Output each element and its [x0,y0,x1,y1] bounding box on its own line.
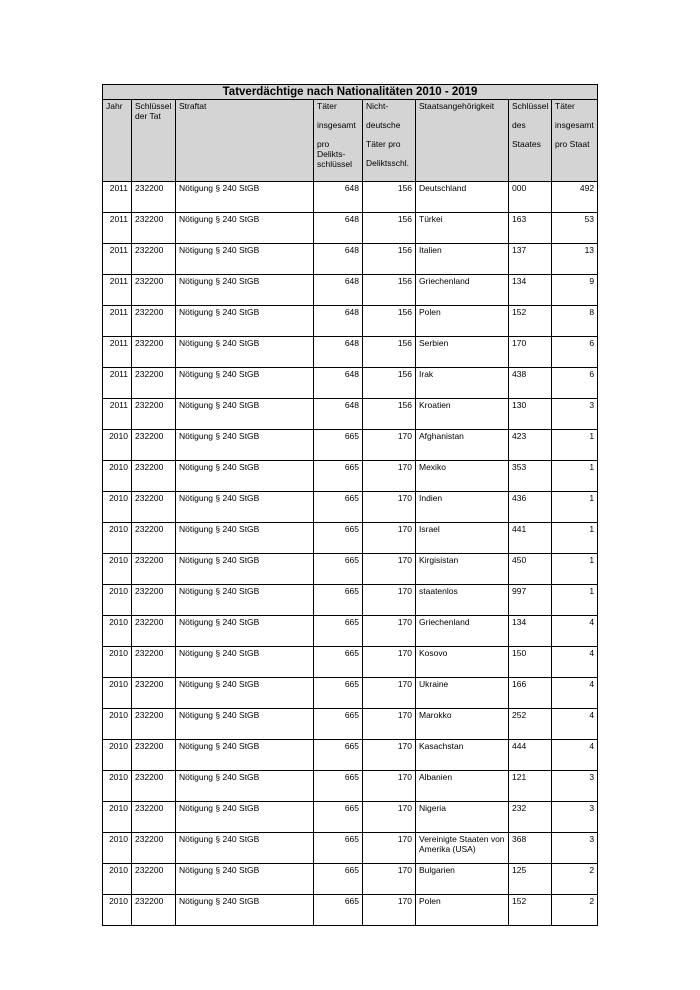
cell-staatsangehoerigkeit: Albanien [416,771,509,802]
cell-taeter-insgesamt: 665 [314,523,363,554]
cell-schluessel-tat: 232200 [132,740,176,771]
cell-nichtdeutsche: 156 [363,275,416,306]
cell-straftat: Nötigung § 240 StGB [176,523,314,554]
cell-straftat: Nötigung § 240 StGB [176,678,314,709]
cell-taeter-pro-staat: 6 [552,337,598,368]
table-row [103,213,598,244]
cell-schluessel-staat: 134 [509,616,552,647]
cell-schluessel-staat: 134 [509,275,552,306]
cell-schluessel-staat: 252 [509,709,552,740]
cell-staatsangehoerigkeit: Afghanistan [416,430,509,461]
cell-jahr: 2010 [103,802,132,833]
cell-schluessel-tat: 232200 [132,461,176,492]
cell-jahr: 2010 [103,771,132,802]
cell-staatsangehoerigkeit: Irak [416,368,509,399]
cell-jahr: 2010 [103,864,132,895]
cell-nichtdeutsche: 156 [363,337,416,368]
cell-taeter-insgesamt: 665 [314,833,363,864]
cell-straftat: Nötigung § 240 StGB [176,554,314,585]
cell-taeter-pro-staat: 6 [552,368,598,399]
cell-taeter-pro-staat: 8 [552,306,598,337]
cell-taeter-pro-staat: 2 [552,864,598,895]
cell-nichtdeutsche: 170 [363,802,416,833]
cell-staatsangehoerigkeit: Griechenland [416,616,509,647]
cell-jahr: 2010 [103,616,132,647]
cell-jahr: 2011 [103,244,132,275]
cell-taeter-insgesamt: 648 [314,244,363,275]
cell-schluessel-staat: 166 [509,678,552,709]
cell-straftat: Nötigung § 240 StGB [176,399,314,430]
cell-straftat: Nötigung § 240 StGB [176,368,314,399]
table-row [103,740,598,771]
cell-taeter-pro-staat: 1 [552,461,598,492]
cell-jahr: 2011 [103,275,132,306]
cell-jahr: 2010 [103,492,132,523]
cell-taeter-insgesamt: 665 [314,678,363,709]
table-row [103,709,598,740]
cell-staatsangehoerigkeit: Marokko [416,709,509,740]
table-row [103,244,598,275]
cell-taeter-insgesamt: 665 [314,647,363,678]
cell-jahr: 2010 [103,740,132,771]
cell-schluessel-tat: 232200 [132,802,176,833]
cell-straftat: Nötigung § 240 StGB [176,802,314,833]
cell-schluessel-tat: 232200 [132,492,176,523]
cell-nichtdeutsche: 170 [363,554,416,585]
table-title: Tatverdächtige nach Nationalitäten 2010 - 2019 [103,85,598,100]
cell-taeter-pro-staat: 1 [552,430,598,461]
cell-taeter-pro-staat: 4 [552,740,598,771]
cell-taeter-pro-staat: 2 [552,895,598,926]
cell-taeter-pro-staat: 1 [552,523,598,554]
table-row [103,802,598,833]
table-row [103,678,598,709]
cell-jahr: 2010 [103,523,132,554]
cell-schluessel-staat: 997 [509,585,552,616]
table-row [103,368,598,399]
cell-staatsangehoerigkeit: Vereinigte Staaten von Amerika (USA) [416,833,509,864]
table-row [103,554,598,585]
cell-nichtdeutsche: 156 [363,213,416,244]
cell-jahr: 2010 [103,647,132,678]
cell-taeter-insgesamt: 665 [314,709,363,740]
cell-nichtdeutsche: 170 [363,709,416,740]
cell-schluessel-staat: 163 [509,213,552,244]
cell-nichtdeutsche: 170 [363,492,416,523]
nationalities-table [102,84,598,926]
table-row [103,492,598,523]
cell-schluessel-staat: 353 [509,461,552,492]
cell-schluessel-tat: 232200 [132,244,176,275]
cell-schluessel-tat: 232200 [132,399,176,430]
cell-schluessel-tat: 232200 [132,337,176,368]
cell-staatsangehoerigkeit: Kosovo [416,647,509,678]
cell-staatsangehoerigkeit: Mexiko [416,461,509,492]
cell-schluessel-staat: 423 [509,430,552,461]
cell-nichtdeutsche: 170 [363,740,416,771]
cell-nichtdeutsche: 170 [363,523,416,554]
cell-schluessel-tat: 232200 [132,554,176,585]
cell-schluessel-staat: 438 [509,368,552,399]
cell-schluessel-staat: 152 [509,306,552,337]
cell-taeter-insgesamt: 665 [314,430,363,461]
cell-nichtdeutsche: 170 [363,647,416,678]
cell-staatsangehoerigkeit: Ukraine [416,678,509,709]
cell-jahr: 2010 [103,585,132,616]
cell-staatsangehoerigkeit: Bulgarien [416,864,509,895]
cell-taeter-pro-staat: 1 [552,492,598,523]
cell-schluessel-staat: 130 [509,399,552,430]
table-row [103,430,598,461]
cell-straftat: Nötigung § 240 StGB [176,864,314,895]
header-jahr: Jahr [103,100,132,182]
cell-schluessel-tat: 232200 [132,678,176,709]
cell-nichtdeutsche: 170 [363,616,416,647]
table-row [103,306,598,337]
cell-straftat: Nötigung § 240 StGB [176,709,314,740]
cell-schluessel-staat: 000 [509,182,552,213]
cell-straftat: Nötigung § 240 StGB [176,244,314,275]
cell-schluessel-staat: 152 [509,895,552,926]
cell-taeter-insgesamt: 665 [314,554,363,585]
cell-straftat: Nötigung § 240 StGB [176,492,314,523]
cell-schluessel-tat: 232200 [132,833,176,864]
table-row [103,585,598,616]
table-row [103,399,598,430]
cell-taeter-pro-staat: 3 [552,399,598,430]
cell-taeter-insgesamt: 648 [314,306,363,337]
cell-staatsangehoerigkeit: staatenlos [416,585,509,616]
cell-staatsangehoerigkeit: Polen [416,306,509,337]
cell-schluessel-tat: 232200 [132,368,176,399]
table-row [103,616,598,647]
cell-taeter-insgesamt: 665 [314,895,363,926]
header-taeter-insgesamt: Täter insgesamt pro Delikts- schlüssel [314,100,363,182]
cell-taeter-pro-staat: 9 [552,275,598,306]
cell-schluessel-tat: 232200 [132,709,176,740]
cell-schluessel-tat: 232200 [132,585,176,616]
cell-staatsangehoerigkeit: Israel [416,523,509,554]
header-nichtdeutsche: Nicht- deutsche Täter pro Deliktsschl. [363,100,416,182]
cell-straftat: Nötigung § 240 StGB [176,585,314,616]
cell-taeter-insgesamt: 665 [314,492,363,523]
cell-nichtdeutsche: 156 [363,368,416,399]
cell-schluessel-staat: 125 [509,864,552,895]
cell-schluessel-staat: 444 [509,740,552,771]
cell-schluessel-tat: 232200 [132,182,176,213]
header-straftat: Straftat [176,100,314,182]
cell-staatsangehoerigkeit: Türkei [416,213,509,244]
cell-straftat: Nötigung § 240 StGB [176,616,314,647]
cell-schluessel-tat: 232200 [132,213,176,244]
cell-staatsangehoerigkeit: Deutschland [416,182,509,213]
table-body [103,182,598,926]
cell-schluessel-staat: 170 [509,337,552,368]
cell-nichtdeutsche: 156 [363,399,416,430]
cell-taeter-insgesamt: 665 [314,616,363,647]
cell-nichtdeutsche: 156 [363,244,416,275]
cell-taeter-pro-staat: 4 [552,647,598,678]
cell-schluessel-tat: 232200 [132,895,176,926]
cell-schluessel-tat: 232200 [132,306,176,337]
cell-taeter-insgesamt: 648 [314,213,363,244]
cell-nichtdeutsche: 170 [363,585,416,616]
cell-taeter-pro-staat: 53 [552,213,598,244]
cell-straftat: Nötigung § 240 StGB [176,740,314,771]
cell-straftat: Nötigung § 240 StGB [176,771,314,802]
cell-taeter-insgesamt: 665 [314,802,363,833]
cell-taeter-insgesamt: 648 [314,275,363,306]
table-row [103,833,598,864]
cell-schluessel-staat: 368 [509,833,552,864]
cell-schluessel-staat: 150 [509,647,552,678]
table-row [103,647,598,678]
cell-straftat: Nötigung § 240 StGB [176,213,314,244]
cell-schluessel-staat: 232 [509,802,552,833]
table-row [103,275,598,306]
cell-jahr: 2011 [103,306,132,337]
cell-taeter-insgesamt: 648 [314,182,363,213]
cell-schluessel-staat: 441 [509,523,552,554]
cell-straftat: Nötigung § 240 StGB [176,337,314,368]
cell-taeter-insgesamt: 665 [314,585,363,616]
cell-straftat: Nötigung § 240 StGB [176,275,314,306]
cell-schluessel-tat: 232200 [132,523,176,554]
cell-staatsangehoerigkeit: Polen [416,895,509,926]
table-row [103,895,598,926]
cell-jahr: 2010 [103,678,132,709]
table-row [103,771,598,802]
cell-jahr: 2011 [103,182,132,213]
cell-straftat: Nötigung § 240 StGB [176,306,314,337]
cell-staatsangehoerigkeit: Griechenland [416,275,509,306]
cell-jahr: 2010 [103,833,132,864]
cell-taeter-pro-staat: 3 [552,833,598,864]
cell-staatsangehoerigkeit: Serbien [416,337,509,368]
cell-jahr: 2010 [103,430,132,461]
cell-taeter-insgesamt: 665 [314,864,363,895]
cell-nichtdeutsche: 170 [363,430,416,461]
cell-straftat: Nötigung § 240 StGB [176,461,314,492]
cell-straftat: Nötigung § 240 StGB [176,647,314,678]
cell-nichtdeutsche: 170 [363,864,416,895]
cell-taeter-pro-staat: 492 [552,182,598,213]
cell-jahr: 2011 [103,368,132,399]
cell-straftat: Nötigung § 240 StGB [176,833,314,864]
cell-nichtdeutsche: 170 [363,461,416,492]
cell-schluessel-tat: 232200 [132,430,176,461]
cell-jahr: 2010 [103,554,132,585]
cell-jahr: 2010 [103,709,132,740]
cell-taeter-pro-staat: 3 [552,771,598,802]
cell-taeter-pro-staat: 1 [552,554,598,585]
header-staatsangehoerigkeit: Staatsangehörigkeit [416,100,509,182]
cell-schluessel-tat: 232200 [132,647,176,678]
cell-nichtdeutsche: 170 [363,771,416,802]
cell-nichtdeutsche: 170 [363,895,416,926]
table-row [103,461,598,492]
table-row [103,864,598,895]
cell-straftat: Nötigung § 240 StGB [176,430,314,461]
cell-jahr: 2010 [103,461,132,492]
cell-taeter-insgesamt: 665 [314,771,363,802]
cell-schluessel-staat: 436 [509,492,552,523]
cell-staatsangehoerigkeit: Nigeria [416,802,509,833]
cell-nichtdeutsche: 170 [363,678,416,709]
table-row [103,523,598,554]
cell-staatsangehoerigkeit: Indien [416,492,509,523]
cell-taeter-insgesamt: 648 [314,368,363,399]
header-schluessel-staat: Schlüssel des Staates [509,100,552,182]
cell-schluessel-tat: 232200 [132,864,176,895]
header-taeter-pro-staat: Täter insgesamt pro Staat [552,100,598,182]
cell-straftat: Nötigung § 240 StGB [176,182,314,213]
cell-nichtdeutsche: 156 [363,306,416,337]
cell-taeter-pro-staat: 1 [552,585,598,616]
cell-jahr: 2011 [103,213,132,244]
cell-staatsangehoerigkeit: Kirgisistan [416,554,509,585]
cell-straftat: Nötigung § 240 StGB [176,895,314,926]
cell-taeter-pro-staat: 4 [552,616,598,647]
cell-nichtdeutsche: 156 [363,182,416,213]
cell-staatsangehoerigkeit: Kroatien [416,399,509,430]
cell-taeter-insgesamt: 665 [314,740,363,771]
cell-taeter-insgesamt: 648 [314,337,363,368]
table-row [103,337,598,368]
cell-nichtdeutsche: 170 [363,833,416,864]
cell-taeter-pro-staat: 4 [552,709,598,740]
header-row [103,100,598,182]
cell-staatsangehoerigkeit: Italien [416,244,509,275]
cell-jahr: 2011 [103,337,132,368]
table-row [103,182,598,213]
cell-taeter-insgesamt: 648 [314,399,363,430]
cell-staatsangehoerigkeit: Kasachstan [416,740,509,771]
cell-schluessel-tat: 232200 [132,616,176,647]
cell-taeter-pro-staat: 4 [552,678,598,709]
cell-jahr: 2010 [103,895,132,926]
cell-schluessel-tat: 232200 [132,771,176,802]
cell-schluessel-tat: 232200 [132,275,176,306]
cell-taeter-insgesamt: 665 [314,461,363,492]
header-schluessel-tat: Schlüssel der Tat [132,100,176,182]
cell-schluessel-staat: 121 [509,771,552,802]
cell-schluessel-staat: 450 [509,554,552,585]
cell-jahr: 2011 [103,399,132,430]
cell-schluessel-staat: 137 [509,244,552,275]
cell-taeter-pro-staat: 13 [552,244,598,275]
cell-taeter-pro-staat: 3 [552,802,598,833]
